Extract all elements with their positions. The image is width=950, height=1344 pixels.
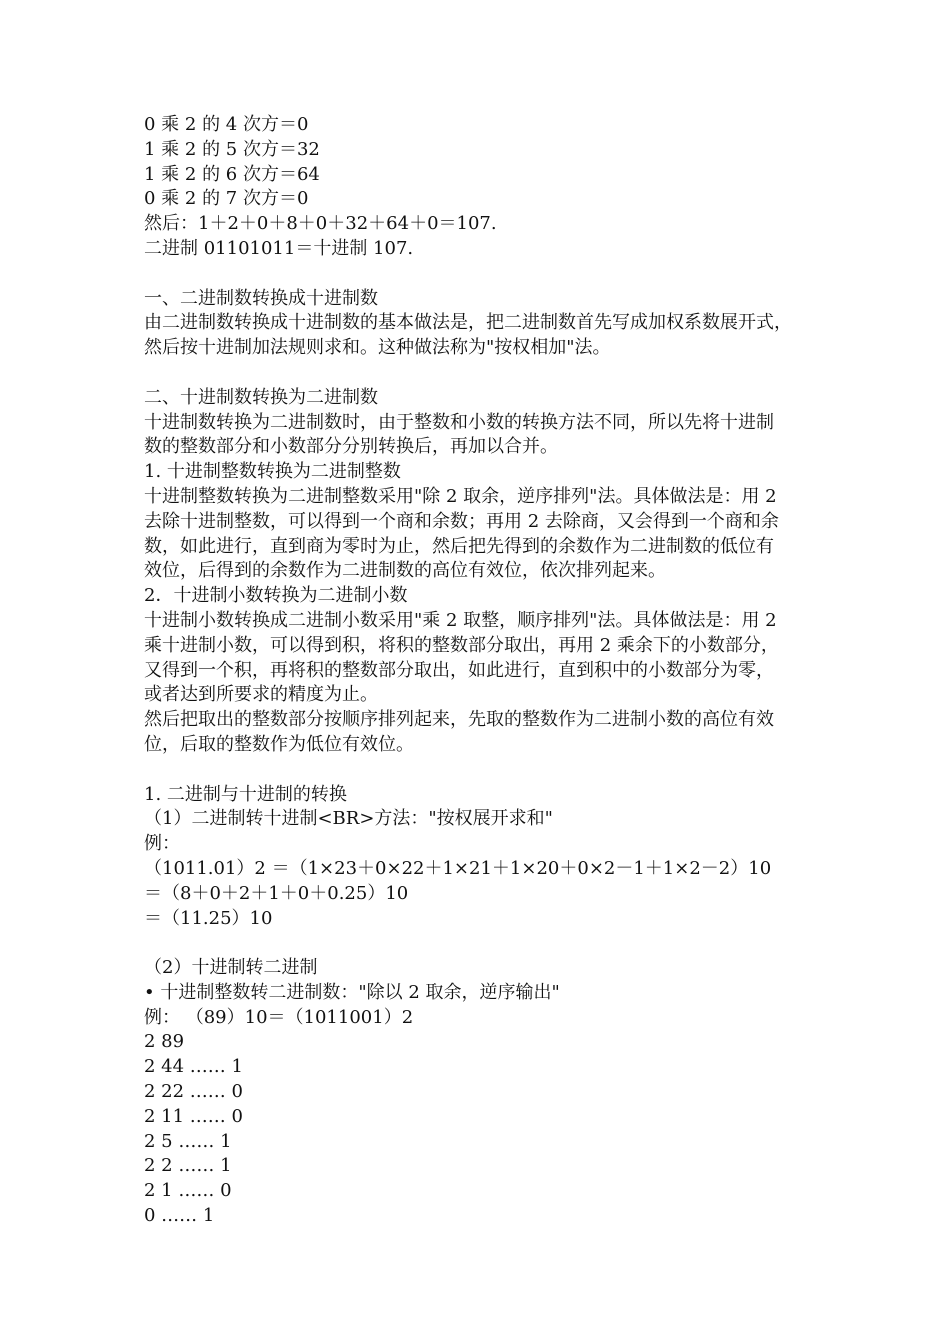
text-line: 位，后取的整数作为低位有效位。 bbox=[144, 733, 414, 755]
text-line: 1 乘 2 的 6 次方＝64 bbox=[144, 163, 320, 185]
formula-line: ＝（11.25）10 bbox=[144, 907, 273, 929]
division-step: 2 89 bbox=[144, 1031, 185, 1053]
division-step: 2 11 …… 0 bbox=[144, 1105, 243, 1127]
text-line: 又得到一个积，再将积的整数部分取出，如此进行，直到积中的小数部分为零， bbox=[144, 659, 774, 681]
formula-line: （1011.01）2 ＝（1×23＋0×22＋1×21＋1×20＋0×2－1＋1×2－2）10 bbox=[144, 857, 772, 879]
blank-line bbox=[144, 262, 824, 287]
text-line: 乘十进制小数，可以得到积，将积的整数部分取出，再用 2 乘余下的小数部分， bbox=[144, 634, 779, 656]
division-step: 2 44 …… 1 bbox=[144, 1056, 243, 1078]
text-line: 然后按十进制加法规则求和。这种做法称为"按权相加"法。 bbox=[144, 337, 611, 359]
text-line: 十进制小数转换成二进制小数采用"乘 2 取整，顺序排列"法。具体做法是：用 2 bbox=[144, 609, 777, 631]
section-heading: 一、二进制数转换成十进制数 bbox=[144, 287, 378, 309]
text-line: 或者达到所要求的精度为止。 bbox=[144, 684, 378, 706]
blank-line bbox=[144, 931, 824, 956]
text-line: 1 乘 2 的 5 次方＝32 bbox=[144, 138, 320, 160]
text-line: 例： bbox=[144, 833, 180, 855]
text-line: 例： （89）10＝（1011001）2 bbox=[144, 1006, 414, 1028]
text-line: 二进制 01101011＝十进制 107. bbox=[144, 237, 414, 259]
text-line: 然后：1＋2＋0＋8＋0＋32＋64＋0＝107. bbox=[144, 213, 497, 235]
document-body bbox=[144, 113, 824, 1229]
division-step: 0 …… 1 bbox=[144, 1205, 215, 1227]
text-line: 由二进制数转换成十进制数的基本做法是，把二进制数首先写成加权系数展开式， bbox=[144, 312, 792, 334]
text-line: 0 乘 2 的 7 次方＝0 bbox=[144, 188, 309, 210]
section-heading: 1. 二进制与十进制的转换 bbox=[144, 783, 347, 805]
text-line: 效位，后得到的余数作为二进制数的高位有效位，依次排列起来。 bbox=[144, 560, 666, 582]
text-line: 然后把取出的整数部分按顺序排列起来，先取的整数作为二进制小数的高位有效 bbox=[144, 709, 774, 731]
subsection-heading: 2．十进制小数转换为二进制小数 bbox=[144, 585, 408, 607]
division-step: 2 22 …… 0 bbox=[144, 1081, 243, 1103]
subsection-heading: （2）十进制转二进制 bbox=[144, 957, 318, 979]
blank-line bbox=[144, 758, 824, 783]
text-line: （1）二进制转十进制<BR>方法："按权展开求和" bbox=[144, 808, 553, 830]
text-line: 十进制数转换为二进制数时，由于整数和小数的转换方法不同，所以先将十进制 bbox=[144, 411, 774, 433]
division-step: 2 2 …… 1 bbox=[144, 1155, 232, 1177]
text-line: 十进制整数转换为二进制整数采用"除 2 取余，逆序排列"法。具体做法是：用 2 bbox=[144, 485, 777, 507]
text-line: 数的整数部分和小数部分分别转换后，再加以合并。 bbox=[144, 436, 558, 458]
bullet-line: • 十进制整数转二进制数："除以 2 取余，逆序输出" bbox=[144, 981, 560, 1003]
division-step: 2 1 …… 0 bbox=[144, 1180, 232, 1202]
section-heading: 二、十进制数转换为二进制数 bbox=[144, 386, 378, 408]
text-line: 去除十进制整数，可以得到一个商和余数；再用 2 去除商，又会得到一个商和余 bbox=[144, 510, 779, 532]
text-line: 0 乘 2 的 4 次方＝0 bbox=[144, 114, 309, 135]
text-line: 数，如此进行，直到商为零时为止，然后把先得到的余数作为二进制数的低位有 bbox=[144, 535, 774, 557]
formula-line: ＝（8＋0＋2＋1＋0＋0.25）10 bbox=[144, 882, 409, 904]
division-step: 2 5 …… 1 bbox=[144, 1130, 232, 1152]
blank-line bbox=[144, 361, 824, 386]
subsection-heading: 1. 十进制整数转换为二进制整数 bbox=[144, 461, 401, 483]
